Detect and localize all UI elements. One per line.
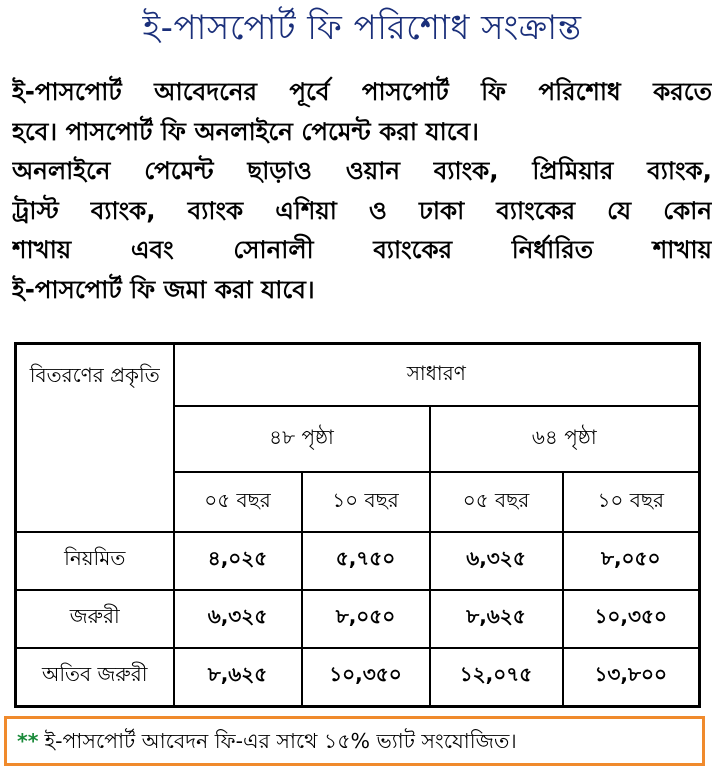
paragraph-line: হবে। পাসপোর্ট ফি অনলাইনে পেমেন্ট করা যাবে। <box>12 116 479 146</box>
fee-cell: ১৩,৮০০ <box>563 648 700 707</box>
fee-cell: ৮,৬২৫ <box>430 590 563 648</box>
paragraph-line: ই-পাসপোর্ট ফি জমা করা যাবে। <box>12 274 315 304</box>
paragraph-line: শাখায় এবং সোনালী ব্যাংকের নির্ধারিত শাখায় <box>12 235 712 264</box>
table-row <box>16 532 700 590</box>
row-label: নিয়মিত <box>16 532 174 590</box>
fee-table <box>14 342 701 708</box>
fee-cell: ১০,৩৫০ <box>302 648 430 707</box>
general-header: সাধারণ <box>174 344 700 407</box>
row-label: জরুরী <box>16 590 174 648</box>
fee-cell: ১২,০৭৫ <box>430 648 563 707</box>
fee-cell: ১০,৩৫০ <box>563 590 700 648</box>
years-header: ০৫ বছর <box>174 472 302 532</box>
page-title: ই-পাসপোর্ট ফি পরিশোধ সংক্রান্ত <box>142 8 582 48</box>
fee-cell: ৮,৬২৫ <box>174 648 302 707</box>
fee-cell: ৪,০২৫ <box>174 532 302 590</box>
paragraph-line: ট্রাস্ট ব্যাংক, ব্যাংক এশিয়া ও ঢাকা ব্যাংকের যে কোন <box>12 195 712 225</box>
vat-note <box>4 716 705 766</box>
fee-cell: ৮,০৫০ <box>302 590 430 648</box>
row-label: অতিব জরুরী <box>16 648 174 707</box>
years-header: ১০ বছর <box>302 472 430 532</box>
paragraph-line: অনলাইনে পেমেন্ট ছাড়াও ওয়ান ব্যাংক, প্রিমিয়ার ব্যাংক, <box>12 156 712 185</box>
fee-cell: ৫,৭৫০ <box>302 532 430 590</box>
fee-cell: ৬,৩২৫ <box>174 590 302 648</box>
paragraph-line: ই-পাসপোর্ট আবেদনের পূর্বে পাসপোর্ট ফি পরিশোধ করতে <box>12 77 712 106</box>
info-paragraph <box>12 72 712 309</box>
table-row <box>16 590 700 648</box>
pages-48-header: ৪৮ পৃষ্ঠা <box>174 406 430 472</box>
years-header: ১০ বছর <box>563 472 700 532</box>
fee-cell: ৮,০৫০ <box>563 532 700 590</box>
note-stars: ** <box>17 729 39 753</box>
pages-64-header: ৬৪ পৃষ্ঠা <box>430 406 700 472</box>
fee-cell: ৬,৩২৫ <box>430 532 563 590</box>
delivery-type-header: বিতরণের প্রকৃতি <box>16 344 174 533</box>
years-header: ০৫ বছর <box>430 472 563 532</box>
note-text: ই-পাসপোর্ট আবেদন ফি-এর সাথে ১৫% ভ্যাট সংযোজিত। <box>44 729 517 753</box>
table-row <box>16 648 700 707</box>
